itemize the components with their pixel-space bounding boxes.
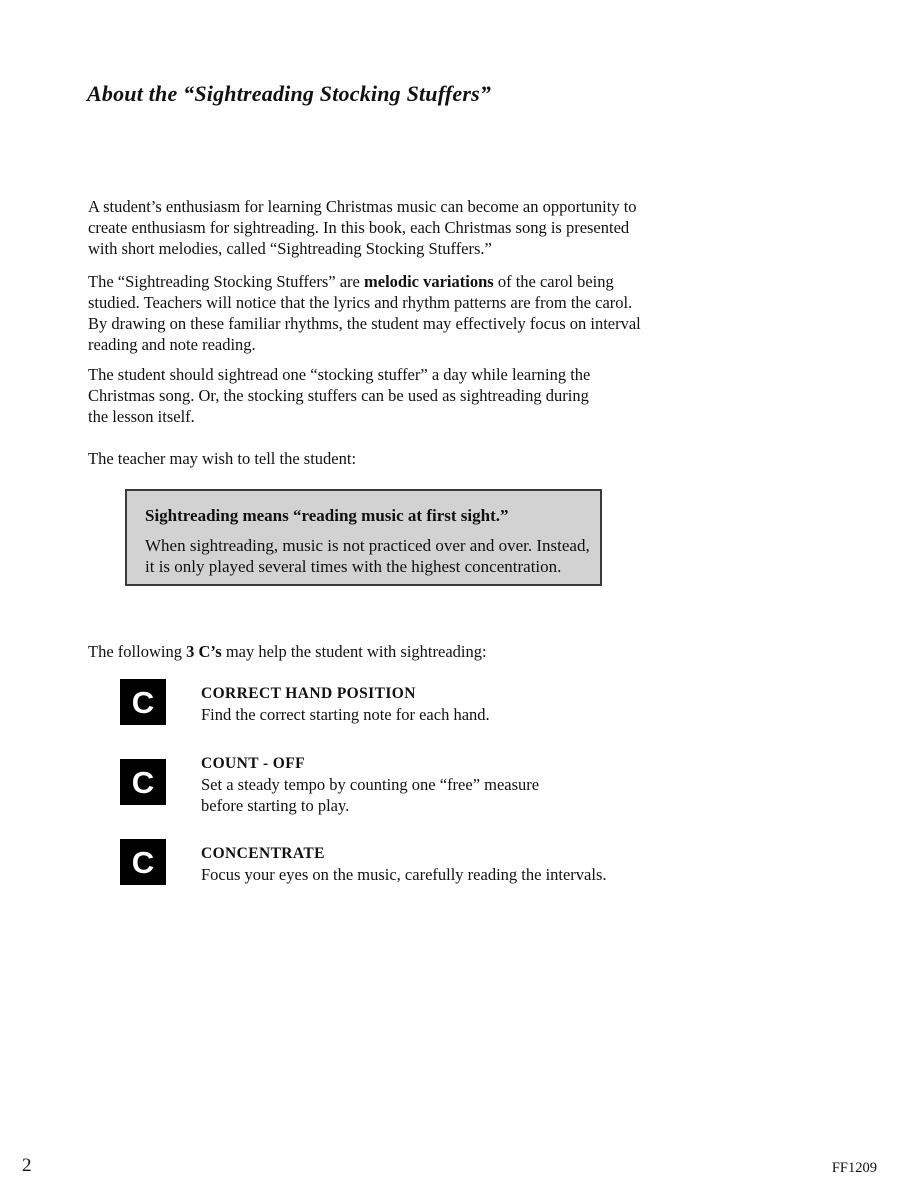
paragraph-melodic-variations: The “Sightreading Stocking Stuffers” are melodic variations of the carol being studied. Teachers will notice that the lyrics and rhythm patterns are from the carol. By drawing on these familiar rhythms, the student may effectively focus on interval reading and note reading. <box>88 272 641 354</box>
page-number: 2 <box>22 1155 32 1176</box>
catalog-number: FF1209 <box>831 1160 877 1176</box>
c-badge-2: C <box>120 759 166 805</box>
teacher-prompt-text: The teacher may wish to tell the student: <box>88 449 357 468</box>
c-item-2-heading: COUNT - OFF <box>201 755 305 772</box>
page-title: About the “Sightreading Stocking Stuffers” <box>87 81 492 106</box>
teacher-prompt-line <box>88 448 356 469</box>
c-item-2 <box>201 753 539 816</box>
c-item-1 <box>201 683 490 725</box>
c-item-3-heading: CONCENTRATE <box>201 845 325 862</box>
paragraph-daily-use: The student should sightread one “stocking stuffer” a day while learning the Christmas song. Or, the stocking stuffers can be used as sightreading during the lesson itself. <box>88 365 591 426</box>
c-item-1-description: Find the correct starting note for each hand. <box>201 705 490 724</box>
paragraph-intro: A student’s enthusiasm for learning Christmas music can become an opportunity to create enthusiasm for sightreading. In this book, each Christmas song is presented with short melodies, called “Sightreading Stocking Stuffers.” <box>88 197 637 258</box>
c-item-3-description: Focus your eyes on the music, carefully reading the intervals. <box>201 865 607 884</box>
definition-box-body: When sightreading, music is not practiced over and over. Instead, it is only played several times with the highest concentration. <box>145 535 590 576</box>
c-badge-1: C <box>120 679 166 725</box>
c-badge-3: C <box>120 839 166 885</box>
c-item-2-description: Set a steady tempo by counting one “free” measure before starting to play. <box>201 775 540 815</box>
c-item-1-heading: CORRECT HAND POSITION <box>201 685 416 702</box>
three-cs-intro-line: The following 3 C’s may help the student with sightreading: <box>88 642 487 661</box>
c-item-3 <box>201 843 607 885</box>
sightreading-definition-box <box>125 489 602 586</box>
definition-box-heading: Sightreading means “reading music at first sight.” <box>145 506 509 525</box>
